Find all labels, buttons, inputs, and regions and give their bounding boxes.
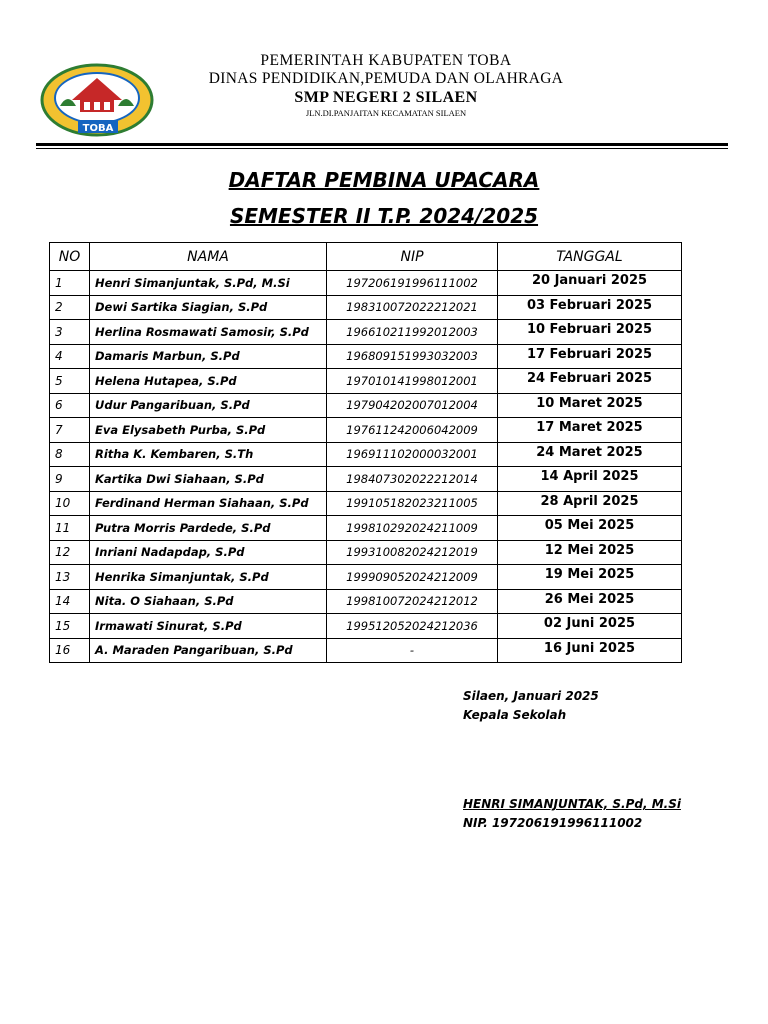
cell-no: 7 [50,418,90,443]
cell-nama: Udur Pangaribuan, S.Pd [90,393,327,418]
cell-no: 10 [50,491,90,516]
ceremony-leader-table [49,242,682,663]
cell-no: 5 [50,369,90,394]
logo-text: TOBA [82,123,114,134]
table-row [50,320,682,345]
cell-no: 12 [50,540,90,565]
cell-tanggal: 03 Februari 2025 [498,295,682,320]
header-nip: NIP [327,243,498,271]
cell-nip: 199105182023211005 [327,491,498,516]
cell-no: 6 [50,393,90,418]
cell-nip: 197904202007012004 [327,393,498,418]
cell-no: 15 [50,614,90,639]
cell-nama: Helena Hutapea, S.Pd [90,369,327,394]
cell-no: 16 [50,638,90,663]
cell-nip: 199810072024212012 [327,589,498,614]
cell-tanggal: 02 Juni 2025 [498,614,682,639]
cell-nama: Irmawati Sinurat, S.Pd [90,614,327,639]
toba-regency-logo [38,62,156,140]
cell-tanggal: 19 Mei 2025 [498,565,682,590]
cell-nip: 199810292024211009 [327,516,498,541]
cell-tanggal: 10 Februari 2025 [498,320,682,345]
table-header-row [50,243,682,271]
table-row [50,540,682,565]
cell-tanggal: 17 Maret 2025 [498,418,682,443]
cell-nama: Henri Simanjuntak, S.Pd, M.Si [90,271,327,296]
table-row [50,589,682,614]
cell-nip: 198407302022212014 [327,467,498,492]
cell-no: 4 [50,344,90,369]
table-row [50,467,682,492]
header-no: NO [50,243,90,271]
cell-no: 11 [50,516,90,541]
cell-nip: 199310082024212019 [327,540,498,565]
document-subtitle: SEMESTER II T.P. 2024/2025 [229,204,539,228]
cell-nama: Damaris Marbun, S.Pd [90,344,327,369]
header-nama: NAMA [90,243,327,271]
letterhead-address: JLN.DI.PANJAITAN KECAMATAN SILAEN [305,108,467,118]
cell-nip: 197206191996111002 [327,271,498,296]
cell-tanggal: 12 Mei 2025 [498,540,682,565]
cell-no: 8 [50,442,90,467]
cell-nama: Putra Morris Pardede, S.Pd [90,516,327,541]
cell-tanggal: 05 Mei 2025 [498,516,682,541]
cell-nip: 199909052024212009 [327,565,498,590]
cell-tanggal: 24 Februari 2025 [498,369,682,394]
cell-no: 14 [50,589,90,614]
table-row [50,565,682,590]
cell-tanggal: 20 Januari 2025 [498,271,682,296]
cell-nama: Kartika Dwi Siahaan, S.Pd [90,467,327,492]
table-row [50,491,682,516]
cell-no: 2 [50,295,90,320]
cell-nip: 196809151993032003 [327,344,498,369]
cell-nip: 198310072022212021 [327,295,498,320]
cell-nip: 196610211992012003 [327,320,498,345]
table-row [50,516,682,541]
cell-tanggal: 26 Mei 2025 [498,589,682,614]
cell-nama: Herlina Rosmawati Samosir, S.Pd [90,320,327,345]
letterhead-government: PEMERINTAH KABUPATEN TOBA [260,52,512,69]
letterhead-school: SMP NEGERI 2 SILAEN [294,89,478,106]
cell-nama: Dewi Sartika Siagian, S.Pd [90,295,327,320]
cell-no: 9 [50,467,90,492]
table-row [50,271,682,296]
signature-name: HENRI SIMANJUNTAK, S.Pd, M.Si [463,797,681,811]
table-row [50,418,682,443]
cell-nama: Eva Elysabeth Purba, S.Pd [90,418,327,443]
cell-tanggal: 28 April 2025 [498,491,682,516]
cell-nama: Ritha K. Kembaren, S.Th [90,442,327,467]
cell-nama: A. Maraden Pangaribuan, S.Pd [90,638,327,663]
cell-nama: Ferdinand Herman Siahaan, S.Pd [90,491,327,516]
cell-no: 13 [50,565,90,590]
table-row [50,442,682,467]
cell-tanggal: 14 April 2025 [498,467,682,492]
letterhead-rule-thin [36,148,728,149]
table-row [50,638,682,663]
document-title: DAFTAR PEMBINA UPACARA [228,168,540,192]
letterhead [160,52,612,118]
header-tanggal: TANGGAL [498,243,682,271]
table-row [50,369,682,394]
cell-nama: Nita. O Siahaan, S.Pd [90,589,327,614]
cell-nip: 199512052024212036 [327,614,498,639]
letterhead-rule-thick [36,143,728,146]
table-row [50,295,682,320]
cell-tanggal: 16 Juni 2025 [498,638,682,663]
cell-nip: 197010141998012001 [327,369,498,394]
signature-place-date: Silaen, Januari 2025 [463,689,599,703]
signature-nip: NIP. 197206191996111002 [463,816,643,830]
cell-nip: 197611242006042009 [327,418,498,443]
cell-tanggal: 17 Februari 2025 [498,344,682,369]
cell-nip: 196911102000032001 [327,442,498,467]
cell-no: 3 [50,320,90,345]
cell-nama: Inriani Nadapdap, S.Pd [90,540,327,565]
cell-no: 1 [50,271,90,296]
letterhead-department: DINAS PENDIDIKAN,PEMUDA DAN OLAHRAGA [208,70,564,87]
cell-nama: Henrika Simanjuntak, S.Pd [90,565,327,590]
table-row [50,344,682,369]
cell-nip: - [327,638,498,663]
cell-tanggal: 24 Maret 2025 [498,442,682,467]
table-row [50,614,682,639]
table-row [50,393,682,418]
signature-position: Kepala Sekolah [463,708,567,722]
cell-tanggal: 10 Maret 2025 [498,393,682,418]
